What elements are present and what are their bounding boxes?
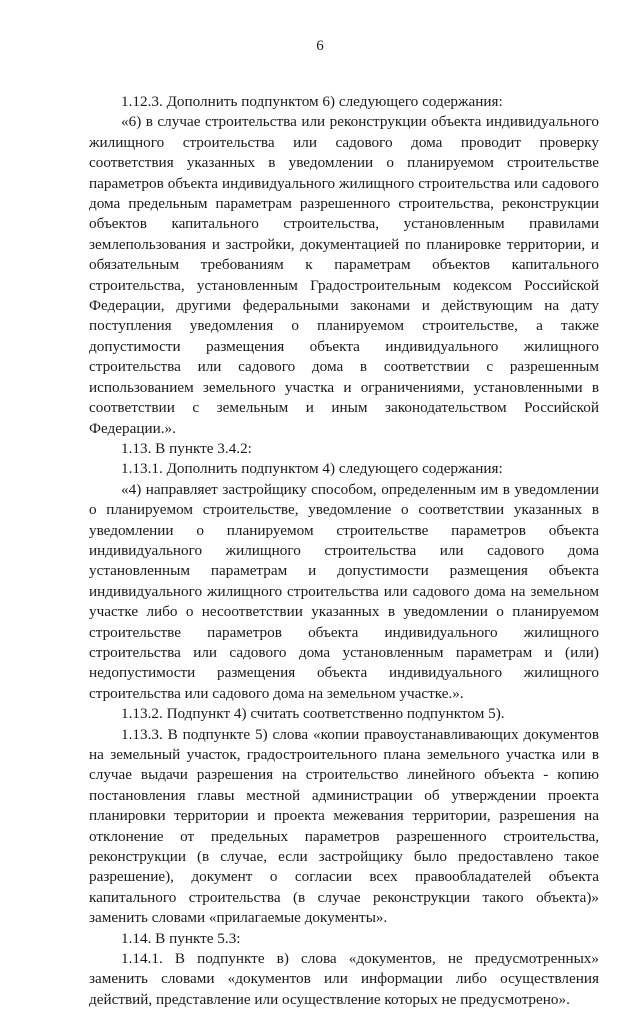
paragraph-subitem-6-text: «6) в случае строительства или реконструкции объекта индивидуального жилищного строительства или садового дома проводит проверку соответствия указанных в уведомлении о планируемом строительстве параметров объекта индивидуального жилищного строительства или садового дома предельным параметрам разрешенного строительства, реконструкции объектов капитального строительства, установленным правилами землепользования и застройки, документацией по планировке территории, и обязательным требованиям к параметрам объектов капитального строительства, установленным Градостроительным кодексом Российской Федерации, другими федеральными законами и действующим на дату поступления уведомления о планируемом строительстве, а также допустимости размещения объекта индивидуального жилищного строительства или садового дома в соответствии с разрешенным использованием земельного участка и ограничениями, установленными в соответствии с земельным и иным законодательством Российской Федерации.». — [89, 113, 599, 437]
paragraph-1-13-3: 1.13.3. В подпункте 5) слова «копии правоустанавливающих документов на земельный участок, градостроительного плана земельного участка или в случае выдачи разрешения на строительство линейного объекта - копию постановления главы местной администрации об утверждении проекта планировки территории и проекта межевания территории, разрешения на отклонение от предельных параметров разрешенного строительства, реконструкции (в случае, если застройщику было предоставлено такое разрешение), документ о согласии всех правообладателей объекта капитального строительства (в случае реконструкции такого объекта)» заменить словами «прилагаемые документы». — [89, 725, 599, 927]
document-body — [89, 92, 599, 1010]
paragraph-subitem-4-text: «4) направляет застройщику способом, определенным им в уведомлении о планируемом строительстве, уведомление о соответствии указанных в уведомлении о планируемом строительстве параметров объекта индивидуального жилищного строительства или садового дома установленным параметрам и допустимости размещения объекта индивидуального жилищного строительства или садового дома на земельном участке либо о несоответствии указанных в уведомлении о планируемом строительстве параметров объекта индивидуального жилищного строительства или садового дома установленным параметрам и (или) недопустимости размещения объекта индивидуального жилищного строительства или садового дома на земельном участке.». — [89, 480, 599, 702]
paragraph-1-13-1: 1.13.1. Дополнить подпунктом 4) следующего содержания: — [121, 460, 503, 478]
paragraph-1-14-1: 1.14.1. В подпункте в) слова «документов, не предусмотренных» заменить словами «документов или информации либо осуществления действий, представление или осуществление которых не предусмотрено». — [89, 950, 599, 1008]
paragraph-1-12-3: 1.12.3. Дополнить подпунктом 6) следующего содержания: — [121, 93, 503, 110]
paragraph-1-13-2: 1.13.2. Подпункт 4) считать соответственно подпунктом 5). — [121, 705, 505, 723]
paragraph-1-13: 1.13. В пункте 3.4.2: — [121, 439, 252, 457]
paragraph-1-14: 1.14. В пункте 5.3: — [121, 929, 241, 947]
page-number: 6 — [316, 38, 324, 54]
